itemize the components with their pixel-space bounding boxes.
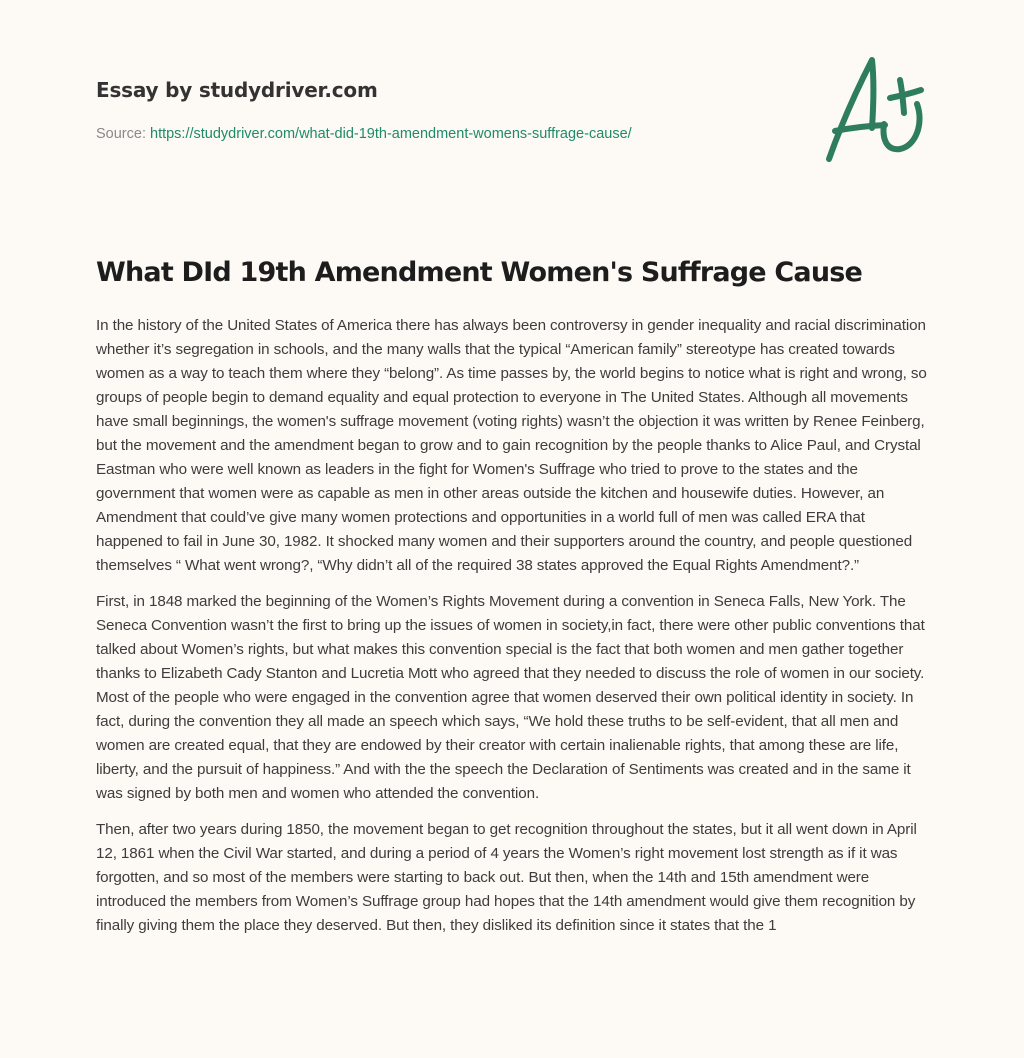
- essay-paragraph: Then, after two years during 1850, the movement began to get recognition throughout the states, but it all went down in April 12, 1861 when the Civil War started, and during a period of 4 years the Women’s right movement lost strength as if it was forgotten, and so most of the members were starting to back out. But then, when the 14th and 15th amendment were introduced the members from Women’s Suffrage group had hopes that the 14th amendment would give them recognition by finally giving them the place they deserved. But then, they disliked its definition since it states that the 1: [96, 821, 917, 934]
- page-header: [96, 76, 796, 144]
- source-link[interactable]: https://studydriver.com/what-did-19th-amendment-womens-suffrage-cause/: [150, 126, 632, 142]
- essay-body: [96, 314, 932, 950]
- a-plus-grade-icon: [820, 38, 930, 168]
- essay-paragraph: In the history of the United States of America there has always been controversy in gender inequality and racial discrimination whether it’s segregation in schools, and the many walls that the typical “American family” stereotype has created towards women as a way to teach them where they “belong”. As time passes by, the world begins to notice what is right and wrong, so groups of people begin to demand equality and equal protection to everyone in The United States. Although all movements have small beginnings, the women's suffrage movement (voting rights) wasn’t the objection it was written by Renee Feinberg, but the movement and the amendment began to grow and to gain recognition by the people thanks to Alice Paul, and Crystal Eastman who were well known as leaders in the fight for Women's Suffrage who tried to prove to the states and the government that women were as capable as men in other areas outside the kitchen and housewife duties. However, an Amendment that could’ve give many women protections and opportunities in a world full of men was called ERA that happened to fail in June 30, 1982. It shocked many women and their supporters around the country, and people questioned themselves “ What went wrong?, “Why didn’t all of the required 38 states approved the Equal Rights Amendment?.”: [96, 317, 927, 574]
- site-title: Essay by studydriver.com: [96, 78, 378, 102]
- source-label: Source:: [96, 126, 150, 142]
- source-line: [96, 124, 796, 144]
- essay-title: What DId 19th Amendment Women's Suffrage Cause: [96, 257, 863, 288]
- essay-paragraph: First, in 1848 marked the beginning of the Women’s Rights Movement during a convention in Seneca Falls, New York. The Seneca Convention wasn’t the first to bring up the issues of women in society,in fact, there were other public conventions that talked about Women’s rights, but what makes this convention special is the fact that both women and men gather together thanks to Elizabeth Cady Stanton and Lucretia Mott who agreed that they needed to discuss the role of women in our society. Most of the people who were engaged in the convention agree that women deserved their own political identity in society. In fact, during the convention they all made an speech which says, “We hold these truths to be self-evident, that all men and women are created equal, that they are endowed by their creator with certain inalienable rights, that among these are life, liberty, and the pursuit of happiness.” And with the the speech the Declaration of Sentiments was created and in the same it was signed by both men and women who attended the convention.: [96, 593, 925, 802]
